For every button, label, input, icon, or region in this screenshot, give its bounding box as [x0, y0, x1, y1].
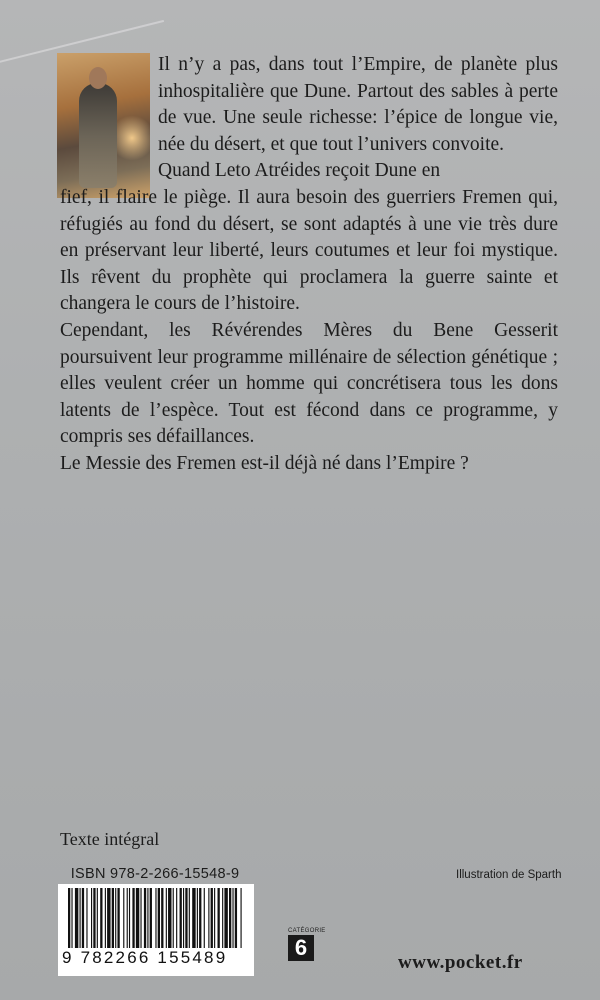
illustration-head — [89, 67, 107, 89]
barcode-bar — [183, 888, 184, 948]
blurb-paragraph-1: Il n’y a pas, dans tout l’Empire, de planète plus inhospitalière que Dune. Partout des sables à perte de vue. Une seule richesse: l’épice de longue vie, née du désert, et que tout l’univers convoite. — [158, 54, 558, 155]
barcode-bar — [97, 888, 98, 948]
barcode-bar — [211, 888, 213, 948]
blurb-text — [60, 52, 558, 478]
barcode-bar — [100, 888, 102, 948]
barcode-bar — [75, 888, 78, 948]
barcode-bar — [86, 888, 87, 948]
barcode-bar — [235, 888, 237, 948]
category-label: CATÉGORIE — [288, 928, 326, 934]
barcode-bar — [147, 888, 148, 948]
barcode-bar — [93, 888, 95, 948]
barcode-bar — [224, 888, 227, 948]
barcode-bar — [168, 888, 171, 948]
cover-illustration — [57, 53, 150, 198]
barcode-bar — [82, 888, 84, 948]
barcode-bar — [80, 888, 81, 948]
barcode-bar — [232, 888, 233, 948]
barcode-bar — [105, 888, 106, 948]
barcode-bar — [155, 888, 156, 948]
illustration-credit: Illustration de Sparth — [456, 869, 562, 881]
illustration-figure — [79, 83, 117, 188]
barcode-digits: 9 782266 155489 — [62, 948, 228, 967]
barcode-bar — [173, 888, 174, 948]
barcode-bar — [197, 888, 198, 948]
barcode-bar — [176, 888, 177, 948]
barcode-bar — [132, 888, 134, 948]
barcode-bar — [158, 888, 160, 948]
blurb-paragraph-4: Le Messie des Fremen est-il déjà né dans l’Empire ? — [60, 452, 469, 474]
barcode-bar — [166, 888, 167, 948]
barcode-bar — [115, 888, 116, 948]
barcode — [58, 884, 254, 976]
illustration-light — [112, 113, 150, 163]
category-badge — [288, 928, 326, 961]
unabridged-label: Texte intégral — [60, 829, 160, 849]
barcode-bar — [112, 888, 114, 948]
barcode-bar — [222, 888, 223, 948]
barcode-bar — [192, 888, 195, 948]
barcode-bar — [127, 888, 128, 948]
blurb-paragraph-2: fief, il flaire le piège. Il aura besoin des guerriers Fremen qui, réfugiés au fond du désert, se sont adaptés à une vie très dure en préservant leur liberté, leurs coutumes et leur foi mystique. Ils rêvent du prophète qui proclamera la guerre sainte et changera le cours de l’histoire. — [60, 186, 558, 315]
barcode-bar — [229, 888, 231, 948]
barcode-bar — [91, 888, 92, 948]
category-number: 6 — [288, 935, 314, 961]
barcode-bar — [107, 888, 110, 948]
barcode-bar — [144, 888, 146, 948]
isbn-label: ISBN 978-2-266-15548-9 — [70, 866, 240, 882]
barcode-bar — [117, 888, 119, 948]
barcode-bar — [180, 888, 182, 948]
barcode-bar — [204, 888, 205, 948]
barcode-bars — [66, 888, 246, 950]
blurb-paragraph-2-start: Quand Leto Atréides reçoit Dune en — [158, 160, 441, 182]
barcode-bar — [161, 888, 163, 948]
website-link[interactable]: www.pocket.fr — [398, 952, 523, 973]
barcode-bar — [123, 888, 124, 948]
barcode-bar — [189, 888, 190, 948]
barcode-bar — [136, 888, 139, 948]
barcode-bar — [150, 888, 152, 948]
barcode-bar — [199, 888, 201, 948]
barcode-bar — [208, 888, 209, 948]
barcode-bar — [71, 888, 72, 948]
barcode-bar — [241, 888, 242, 948]
barcode-bar — [185, 888, 187, 948]
barcode-bar — [68, 888, 70, 948]
barcode-bar — [218, 888, 220, 948]
barcode-bar — [129, 888, 130, 948]
barcode-bar — [140, 888, 141, 948]
barcode-bar — [214, 888, 215, 948]
blurb-paragraph-3: Cependant, les Révérendes Mères du Bene Gesserit poursuivent leur programme millénaire de sélection génétique ; elles veulent créer un homme qui concrétisera tous les dons latents de l’espèce. Tout est fécond dans ce programme, y compris ses défaillances. — [60, 319, 558, 448]
